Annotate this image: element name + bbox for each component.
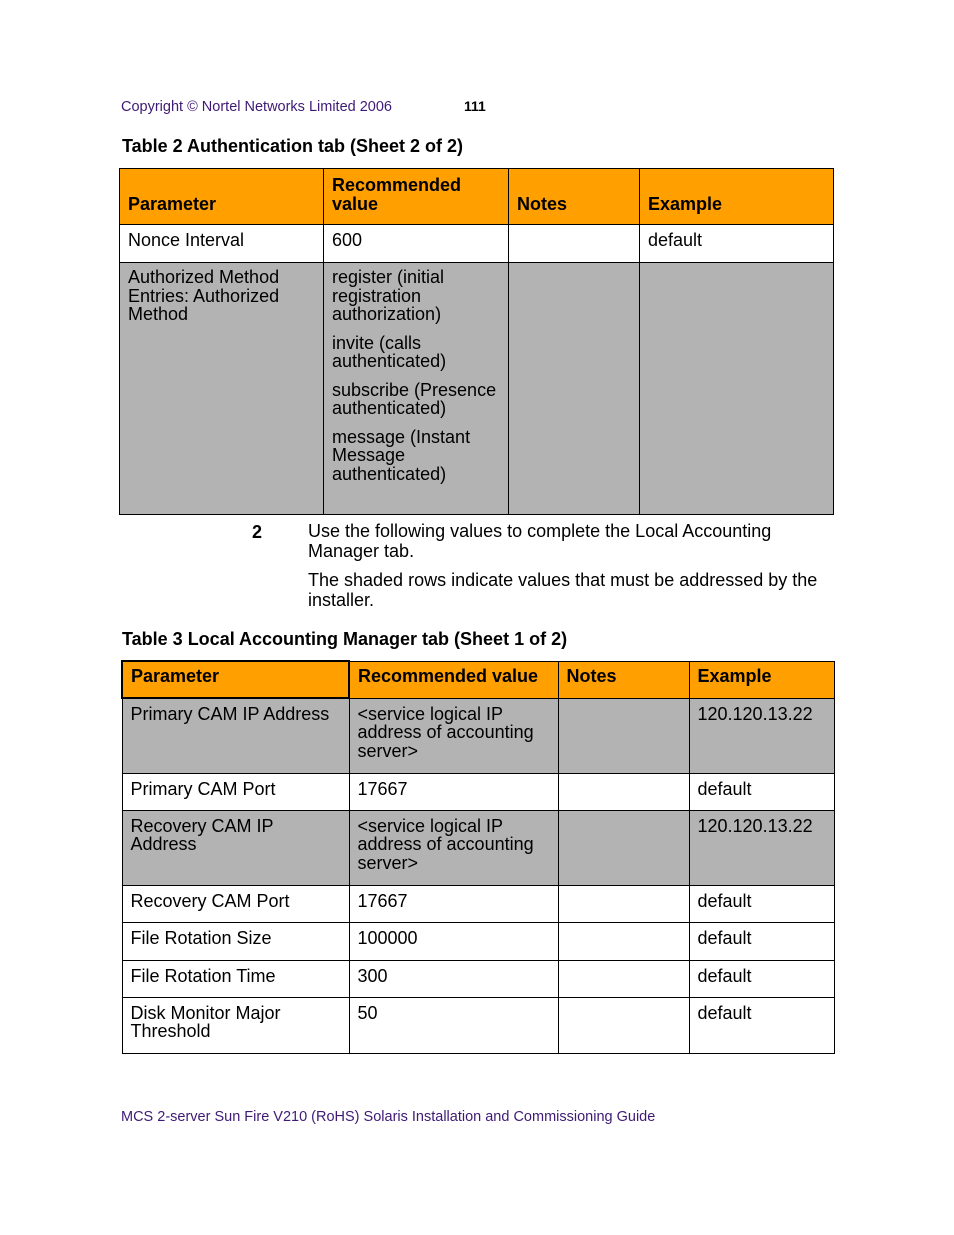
- cell-value: 100000: [349, 922, 558, 960]
- table-row: [122, 922, 834, 960]
- value-line: subscribe (Presence authenticated): [332, 379, 497, 418]
- column-header: Recommended value: [349, 661, 558, 698]
- cell-parameter: Disk Monitor Major Threshold: [122, 997, 349, 1053]
- cell-parameter: Primary CAM IP Address: [122, 698, 349, 773]
- cell-notes: [558, 698, 689, 773]
- table-row: [120, 263, 834, 515]
- cell-value: <service logical IP address of accounting server>: [349, 698, 558, 773]
- cell-example: default: [689, 922, 834, 960]
- table-row: [122, 885, 834, 922]
- cell-value: 300: [349, 960, 558, 997]
- cell-parameter: File Rotation Size: [122, 922, 349, 960]
- value-line: register (initial registration authorization): [332, 267, 445, 324]
- cell-value: <service logical IP address of accounting server>: [349, 810, 558, 885]
- table-row: [122, 960, 834, 997]
- cell-notes: [558, 773, 689, 810]
- table3-caption: Table 3 Local Accounting Manager tab (Sheet 1 of 2): [122, 629, 568, 649]
- step-instructions: [308, 522, 836, 620]
- cell-value: 17667: [349, 773, 558, 810]
- table-row: [120, 225, 834, 263]
- table-row: [122, 997, 834, 1053]
- copyright-notice: Copyright © Nortel Networks Limited 2006: [121, 99, 392, 115]
- step-number: 2: [252, 522, 263, 542]
- cell-notes: [558, 997, 689, 1053]
- cell-notes: [509, 263, 640, 515]
- cell-value: 50: [349, 997, 558, 1053]
- cell-example: 120.120.13.22: [689, 810, 834, 885]
- cell-example: default: [640, 225, 834, 263]
- cell-parameter: Recovery CAM Port: [122, 885, 349, 922]
- value-line: invite (calls authenticated): [332, 332, 447, 371]
- cell-parameter: Primary CAM Port: [122, 773, 349, 810]
- cell-example: [640, 263, 834, 515]
- table-row: [122, 810, 834, 885]
- table-row: [122, 773, 834, 810]
- cell-notes: [558, 960, 689, 997]
- cell-notes: [558, 885, 689, 922]
- table-header-row: [120, 169, 834, 225]
- authentication-table: [119, 168, 834, 515]
- cell-example: default: [689, 773, 834, 810]
- page-number: 111: [464, 98, 486, 114]
- table2-caption: Table 2 Authentication tab (Sheet 2 of 2): [122, 136, 464, 156]
- cell-example: 120.120.13.22: [689, 698, 834, 773]
- cell-parameter: File Rotation Time: [122, 960, 349, 997]
- cell-example: default: [689, 885, 834, 922]
- local-accounting-manager-table: [121, 660, 835, 1054]
- cell-value: [324, 263, 509, 515]
- value-line: message (Instant Message authenticated): [332, 426, 471, 484]
- cell-value: 600: [324, 225, 509, 263]
- cell-parameter: Authorized Method Entries: Authorized Method: [120, 263, 324, 515]
- table-row: [122, 698, 834, 773]
- column-header: Example: [640, 169, 834, 225]
- cell-example: default: [689, 997, 834, 1053]
- step-text: Use the following values to complete the Local Accounting Manager tab.: [308, 521, 772, 561]
- document-title-footer: MCS 2-server Sun Fire V210 (RoHS) Solaris Installation and Commissioning Guide: [121, 1109, 656, 1125]
- cell-notes: [558, 810, 689, 885]
- column-header: Parameter: [122, 661, 349, 698]
- cell-value: 17667: [349, 885, 558, 922]
- step-note: The shaded rows indicate values that must be addressed by the installer.: [308, 570, 818, 610]
- table-header-row: [122, 661, 834, 698]
- column-header: Example: [689, 661, 834, 698]
- column-header: Notes: [558, 661, 689, 698]
- cell-parameter: Recovery CAM IP Address: [122, 810, 349, 885]
- cell-parameter: Nonce Interval: [120, 225, 324, 263]
- cell-example: default: [689, 960, 834, 997]
- cell-notes: [558, 922, 689, 960]
- column-header: Recommended value: [324, 169, 509, 225]
- column-header: Parameter: [120, 169, 324, 225]
- column-header: Notes: [509, 169, 640, 225]
- cell-notes: [509, 225, 640, 263]
